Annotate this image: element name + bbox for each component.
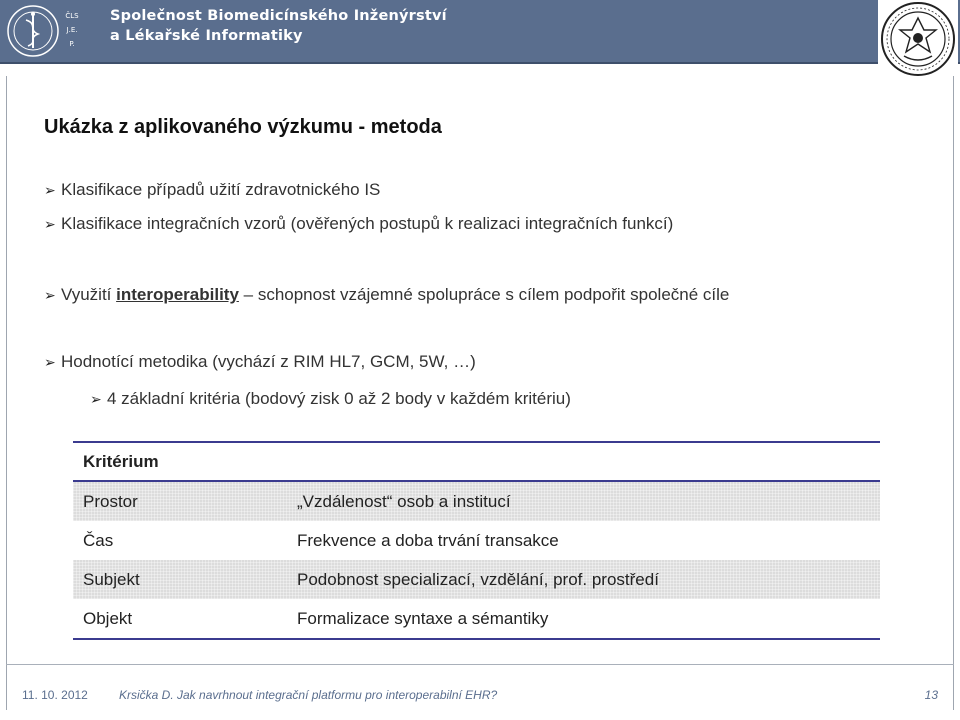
arrow-bullet-icon: ➢ xyxy=(44,288,56,304)
page-number: 13 xyxy=(924,688,938,702)
criterion-description: „Vzdálenost“ osob a institucí xyxy=(297,491,511,511)
arrow-bullet-icon: ➢ xyxy=(44,355,56,371)
footer-divider xyxy=(6,664,954,665)
criterion-description: Frekvence a doba trvání transakce xyxy=(297,530,559,550)
bullet-interoperability xyxy=(44,285,729,305)
header-band xyxy=(0,0,960,64)
table-row xyxy=(73,521,880,560)
criterion-name: Objekt xyxy=(83,608,133,628)
society-name xyxy=(110,6,447,46)
footer-date: 11. 10. 2012 xyxy=(22,688,88,702)
svg-text:J.E.: J.E. xyxy=(66,26,78,34)
table-row xyxy=(73,599,880,638)
arrow-bullet-icon: ➢ xyxy=(90,392,102,408)
bullet-methodology xyxy=(44,352,476,372)
criterion-name: Prostor xyxy=(83,491,138,511)
criterion-name: Subjekt xyxy=(83,569,140,589)
arrow-bullet-icon: ➢ xyxy=(44,183,56,199)
arrow-bullet-icon: ➢ xyxy=(44,217,56,233)
criterion-name: Čas xyxy=(83,530,114,550)
table-row xyxy=(73,482,880,521)
society-line-1: Společnost Biomedicínského Inženýrství xyxy=(110,8,447,24)
society-line-2: a Lékařské Informatiky xyxy=(110,28,303,44)
slide-title: Ukázka z aplikovaného výzkumu - metoda xyxy=(44,116,442,138)
criterion-description: Formalizace syntaxe a sémantiky xyxy=(297,608,549,628)
bullet-text: Klasifikace případů užití zdravotnického IS xyxy=(61,180,381,199)
table-row xyxy=(73,560,880,599)
bullet-text: 4 základní kritéria (bodový zisk 0 až 2 body v každém kritériu) xyxy=(107,389,571,408)
sbmili-logo-icon xyxy=(4,2,102,60)
table-header-cell: Kritérium xyxy=(83,451,159,471)
criterion-description: Podobnost specializací, vzdělání, prof. prostředí xyxy=(297,569,659,589)
bullet-text-prefix: Využití xyxy=(61,285,117,304)
university-seal-icon xyxy=(878,0,958,78)
svg-text:ČLS: ČLS xyxy=(65,12,79,20)
interoperability-term: interoperability xyxy=(116,285,239,304)
bullet-use-cases xyxy=(44,180,380,200)
bullet-text: Klasifikace integračních vzorů (ověřených postupů k realizaci integračních funkcí) xyxy=(61,214,674,233)
sub-bullet-criteria xyxy=(90,389,571,409)
bullet-text-rest: – schopnost vzájemné spolupráce s cílem podpořit společné cíle xyxy=(238,285,730,304)
table-header-row xyxy=(73,443,880,482)
criteria-table xyxy=(73,441,880,640)
footer-citation: Krsička D. Jak navrhnout integrační platformu pro interoperabilní EHR? xyxy=(119,688,498,702)
svg-text:P.: P. xyxy=(69,40,75,48)
bullet-integration-patterns xyxy=(44,214,673,234)
bullet-text: Hodnotící metodika (vychází z RIM HL7, GCM, 5W, …) xyxy=(61,352,476,371)
